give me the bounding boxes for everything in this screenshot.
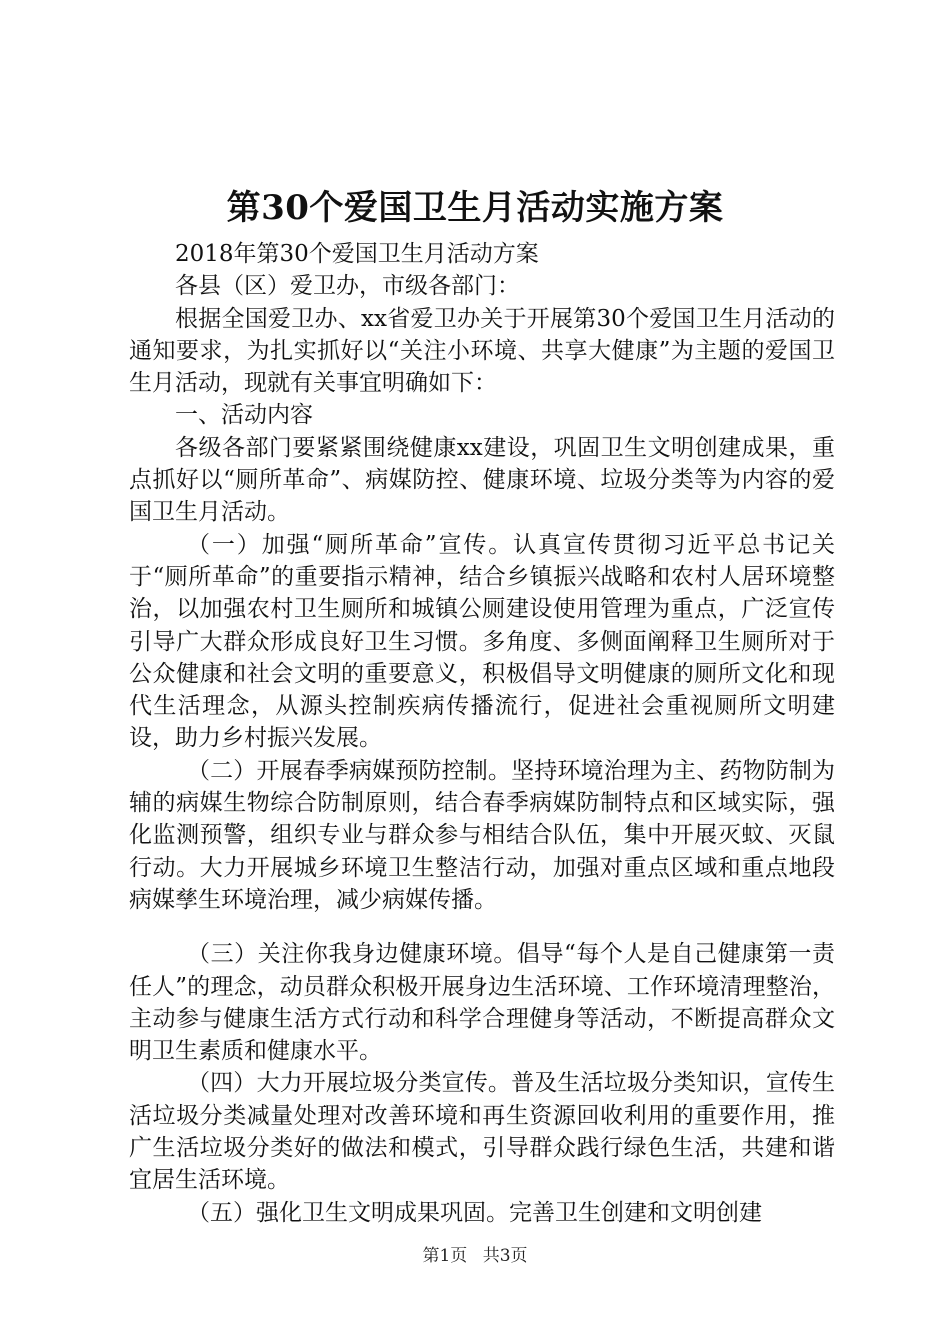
document-title: 第30个爱国卫生月活动实施方案 — [226, 188, 724, 228]
page-total: 共3页 — [482, 1246, 528, 1266]
paragraph-item-4: （四）大力开展垃圾分类宣传。普及生活垃圾分类知识，宣传生活垃圾分类减量处理对改善环境和再生资源回收利用的重要作用，推广生活垃圾分类好的做法和模式，引导群众践行绿色生活，共建和谐宜居生活环境。 — [129, 1070, 835, 1194]
page-number: 第1页 — [422, 1246, 468, 1266]
page-footer — [0, 1244, 950, 1268]
paragraph-item-1: （一）加强“厕所革命”宣传。认真宣传贯彻习近平总书记关于“厕所革命”的重要指示精神，结合乡镇振兴战略和农村人居环境整治，以加强农村卫生厕所和城镇公厕建设使用管理为重点，广泛宣传引导广大群众形成良好卫生习惯。多角度、多侧面阐释卫生厕所对于公众健康和社会文明的重要意义，积极倡导文明健康的厕所文化和现代生活理念，从源头控制疾病传播流行，促进社会重视厕所文明建设，助力乡村振兴发展。 — [129, 531, 835, 752]
paragraph-addressee: 各县（区）爱卫办，市级各部门： — [175, 273, 520, 300]
paragraph-item-5: （五）强化卫生文明成果巩固。完善卫生创建和文明创建 — [187, 1199, 762, 1226]
paragraph-item-3: （三）关注你我身边健康环境。倡导“每个人是自己健康第一责任人”的理念，动员群众积极开展身边生活环境、工作环境清理整治，主动参与健康生活方式行动和科学合理健身等活动，不断提高群众文明卫生素质和健康水平。 — [129, 941, 835, 1065]
paragraph-overview: 各级各部门要紧紧围绕健康xx建设，巩固卫生文明创建成果，重点抓好以“厕所革命”、病媒防控、健康环境、垃圾分类等为内容的爱国卫生月活动。 — [129, 434, 835, 526]
document-body — [129, 238, 835, 1229]
paragraph-intro: 根据全国爱卫办、xx省爱卫办关于开展第30个爱国卫生月活动的通知要求，为扎实抓好以“关注小环境、共享大健康”为主题的爱国卫生月活动，现就有关事宜明确如下： — [129, 305, 835, 397]
paragraph-subtitle: 2018年第30个爱国卫生月活动方案 — [175, 241, 539, 267]
paragraph-gap — [129, 916, 835, 938]
section-heading-activity-content: 一、活动内容 — [175, 402, 313, 429]
paragraph-item-2: （二）开展春季病媒预防控制。坚持环境治理为主、药物防制为辅的病媒生物综合防制原则，结合春季病媒防制特点和区域实际，强化监测预警，组织专业与群众参与相结合队伍，集中开展灭蚊、灭鼠行动。大力开展城乡环境卫生整洁行动，加强对重点区域和重点地段病媒孳生环境治理，减少病媒传播。 — [129, 757, 835, 913]
